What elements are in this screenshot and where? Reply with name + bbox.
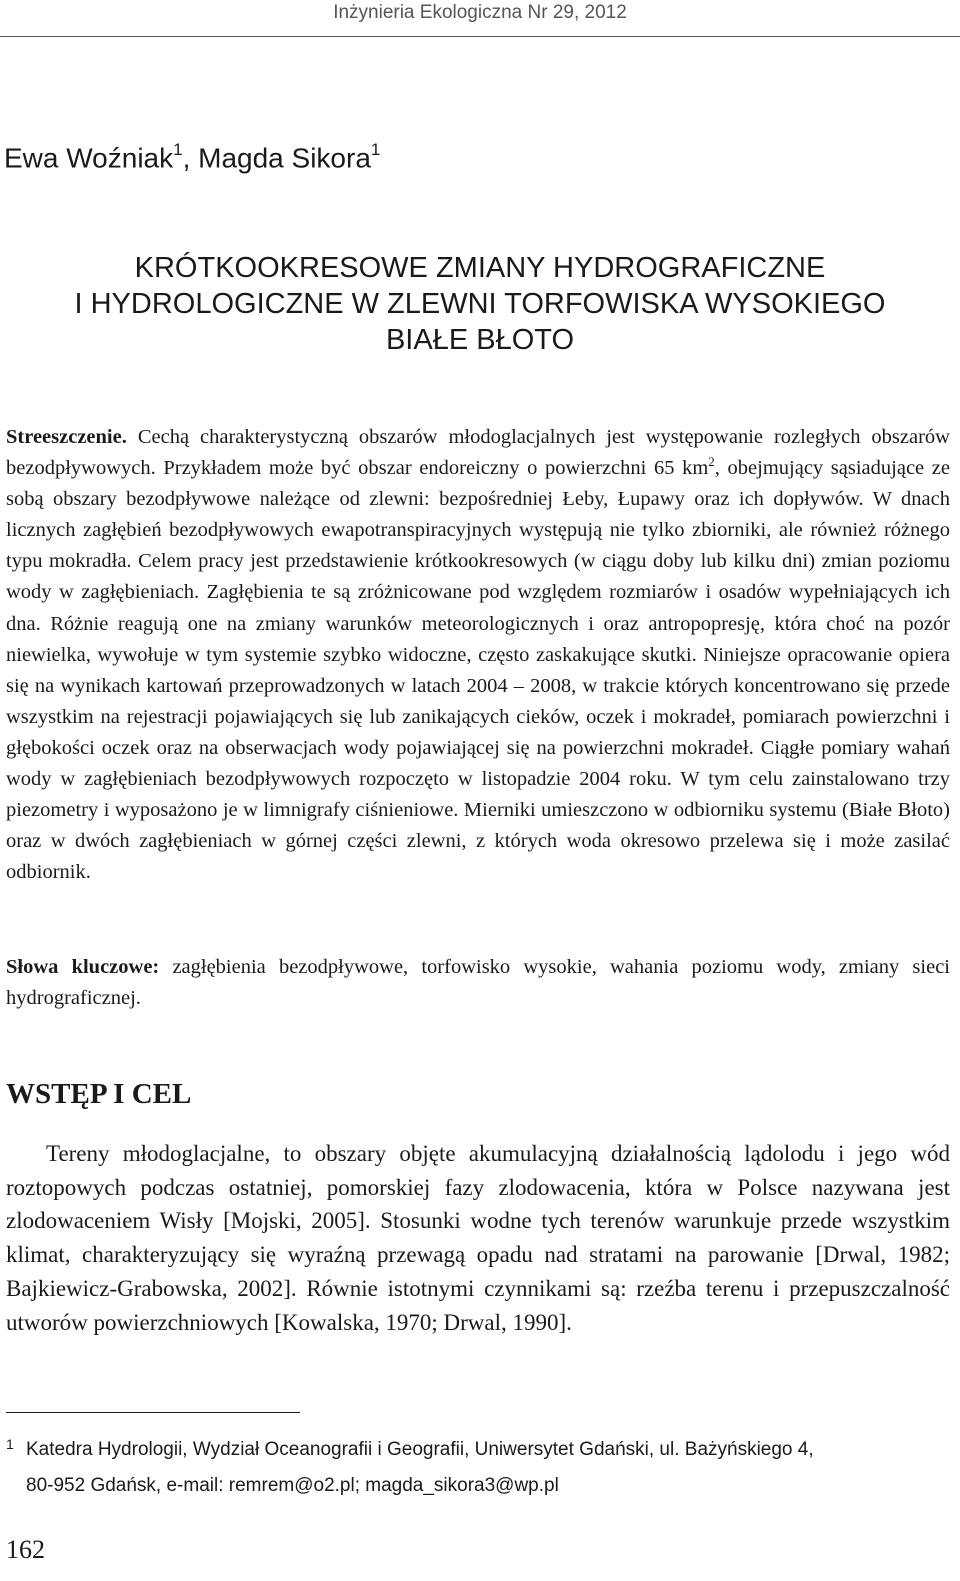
keywords [6,952,950,1014]
footnote-mark: 1 [6,1436,14,1452]
footnote-line: 80-952 Gdańsk, e-mail: remrem@o2.pl; magda_sikora3@wp.pl [26,1475,559,1496]
author-affiliation-mark: 1 [173,140,183,159]
superscript: 2 [708,454,715,470]
paper-title [0,250,960,358]
body-paragraph: Tereny młodoglacjalne, to obszary objęte akumulacyjną działalnością lądolodu i jego wód roztopowych podczas ostatniej, pomorskiej fazy zlodowacenia, która w Polsce nazywana jest zlodowaceniem Wisły [Mojski, 2005]. Stosunki wodne tych terenów warunkuje przede wszystkim klimat, charakteryzujący się wyraźną przewagą opadu nad stratami na parowanie [Drwal, 1982; Bajkiewicz-Grabowska, 2002]. Równie istotnymi czynnikami są: rzeźba terenu i przepuszczalność utworów powierzchniowych [Kowalska, 1970; Drwal, 1990]. [6,1141,950,1335]
author-separator: , [182,142,199,174]
abstract [6,422,950,888]
keywords-label: Słowa kluczowe: [6,956,160,978]
header-rule [0,36,960,37]
footnote-line: Katedra Hydrologii, Wydział Oceanografii i Geografii, Uniwersytet Gdański, ul. Bażyńskiego 4, [26,1439,814,1460]
authors-line [4,142,380,174]
section-heading: WSTĘP I CEL [6,1078,192,1110]
author-affiliation-mark: 1 [370,140,381,159]
abstract-text: Cechą charakterystyczną obszarów młodoglacjalnych jest występowanie rozległych obszarów bezodpływowych. Przykładem może być obszar endoreiczny o powierzchni 65 km [6,426,950,480]
keywords-text: zagłębienia bezodpływowe, torfowisko wysokie, wahania poziomu wody, zmiany sieci hydrograficznej. [6,956,950,1010]
footnote-rule [6,1412,300,1413]
author-name: Magda Sikora [198,142,371,174]
title-line: BIAŁE BŁOTO [385,324,575,356]
page-number: 162 [6,1535,45,1564]
title-line: I HYDROLOGICZNE W ZLEWNI TORFOWISKA WYSOKIEGO [74,288,886,320]
journal-header: Inżynieria Ekologiczna Nr 29, 2012 [333,2,627,23]
abstract-text: , obejmujący sąsiadujące ze sobą obszary bezodpływowe należące od zlewni: bezpośredniej Łeby, Łupawy oraz ich dopływów. W dnach licznych zagłębień bezodpływowych ewapotranspiracyjnych występują nie tylko zbiorniki, ale również różnego typu mokradła. Celem pracy jest przedstawienie krótkookresowych (w ciągu doby lub kilku dni) zmian poziomu wody w zagłębieniach. Zagłębienia te są zróżnicowane pod względem rozmiarów i osadów wypełniających ich dna. Różnie reagują one na zmiany warunków meteorologicznych i oraz antropopresję, która choć na pozór niewielka, wywołuje w tym systemie szybko widoczne, często zaskakujące skutki. Niniejsze opracowanie opiera się na wynikach kartowań przeprowadzonych w latach 2004 – 2008, w trakcie których koncentrowano się przede wszystkim na rejestracji pojawiających się lub zanikających cieków, oczek i mokradeł, pomiarach powierzchni i głębokości oczek oraz na obserwacjach wody pojawiającej się na powierzchni mokradeł. Ciągłe pomiary wahań wody w zagłębieniach bezodpływowych rozpoczęto w listopadzie 2004 roku. W tym celu zainstalowano trzy piezometry i wyposażono je w limnigrafy ciśnieniowe. Mierniki umieszczono w odbiorniku systemu (Białe Błoto) oraz w dwóch zagłębieniach w górnej części zlewni, z których woda okresowo przelewa się i może zasilać odbiornik. [6,457,950,884]
title-line: KRÓTKOOKRESOWE ZMIANY HYDROGRAFICZNE [134,252,826,284]
abstract-label: Streeszczenie. [6,426,127,448]
author-name: Ewa Woźniak [4,142,174,174]
footnote [6,1432,950,1504]
